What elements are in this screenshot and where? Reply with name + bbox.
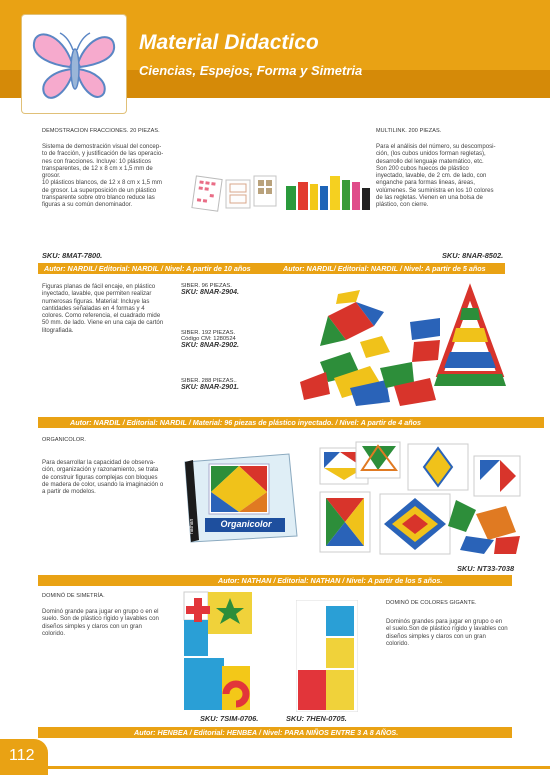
color-domino-sku: SKU: 7HEN-0705. <box>286 714 347 723</box>
symmetry-domino-sku: SKU: 7SIM-0706. <box>200 714 259 723</box>
color-domino-image <box>296 600 358 712</box>
footer-line <box>48 766 550 769</box>
page-title: Material Didactico <box>139 31 319 54</box>
symmetry-domino-description: Dominó grande para jugar en grupo o en el suelo. Son de plástico rígido y lavables con diseños simples y claros con un gran colorido. <box>42 608 159 637</box>
multilink-description: Para el análisis del número, su descomposi- ción, (los cubos unidos forman regletas), desarrollo del lenguaje matemático, etc. Son 200 cubos huecos de plástico inyectado, lavable, de 2 cm. de lado, con enganche para formas lineas, áreas, volúmenes. Se suministra en los 10 colores de las regletas. Vienen en una bolsa de plástico, con cierre. <box>376 143 496 209</box>
organicolor-info-bar: Autor: NATHAN / Editorial: NATHAN / Nivel: A partir de los 5 años. <box>38 575 512 586</box>
siber-info-bar: Autor: NARDIL / Editorial: NARDIL / Material: 96 piezas de plástico inyectado. / Nivel: A partir de 4 años <box>38 417 544 428</box>
fractions-description: Sistema de demostración visual del concep- to de fracción, y justificación de las operacio- nes con fracciones. Incluye: 10 plásticos transparentes, de 12 x 8 cm x 1,5 mm de grosor. 10 plásticos blancos, de 12 x 8 cm x 1,5 mm de grosor. La superposición de un plástico transparente sobre otro blanco reduce las figuras a su común denominador. <box>42 143 164 209</box>
siber-variant-192: SIBER. 192 PIEZAS. Código CM: 1280524 SKU: 8NAR-2902. <box>181 330 239 349</box>
butterfly-icon <box>22 15 126 113</box>
fractions-product-image <box>190 170 280 218</box>
organicolor-caption: ORGANICOLOR. <box>42 437 86 443</box>
siber-description: Figuras planas de fácil encaje, en plástico inyectado, lavable, que permiten realizar numerosas figuras. Material: Incluye las cantidades señaladas en 4 formas y 4 colores. Como referencia, el cuadrado mide 50 mm. de lado. Viene en una caja de cartón litografiada. <box>42 283 164 334</box>
page-number-tab <box>0 739 48 775</box>
organicolor-box-image <box>183 452 299 544</box>
logo-box <box>22 15 126 113</box>
symmetry-domino-image <box>182 590 262 712</box>
siber-product-image <box>290 282 520 410</box>
multilink-product-image <box>284 172 372 218</box>
color-domino-description: Dominós grandes para jugar en grupo o en el suelo.Son de plástico rígido y lavables con diseños simples y claros con un gran colorido. <box>386 618 508 647</box>
organicolor-description: Para desarrollar la capacidad de observa- ción, organización y razonamiento, se trata de construir figuras complejas con bloques de madera de color, usando la imaginación o a partir de modelos. <box>42 459 164 496</box>
multilink-info-bar: Autor: NARDIL/ Editorial: NARDIL / Nivel: A partir de 5 años <box>281 263 505 274</box>
fractions-info-bar: Autor: NARDIL/ Editorial: NARDIL / Nivel: A partir de 10 años <box>38 263 281 274</box>
symmetry-domino-caption: DOMINÓ DE SIMETRÍA. <box>42 593 105 599</box>
fractions-caption: DEMOSTRACION FRACCIONES. 20 PIEZAS. <box>42 128 160 134</box>
organicolor-brand-label: nathan <box>189 518 195 534</box>
organicolor-sku: SKU: NT33-7038 <box>457 564 515 573</box>
page-subtitle: Ciencias, Espejos, Forma y Simetria <box>139 63 363 78</box>
domino-info-bar: Autor: HENBEA / Editorial: HENBEA / Nivel: PARA NIÑOS ENTRE 3 A 8 AÑOS. <box>38 727 512 738</box>
organicolor-cards-image <box>316 440 524 558</box>
page-number: 112 <box>9 747 35 764</box>
organicolor-box-label: Organicolor <box>220 519 272 529</box>
color-domino-caption: DOMINÓ DE COLORES GIGANTE. <box>386 600 477 606</box>
multilink-sku: SKU: 8NAR-8502. <box>442 251 504 260</box>
siber-variant-288: SIBER. 288 PIEZAS.. SKU: 8NAR-2901. <box>181 378 239 391</box>
multilink-caption: MULTILINK. 200 PIEZAS. <box>376 128 442 134</box>
siber-variant-96: SIBER. 96 PIEZAS. SKU: 8NAR-2904. <box>181 283 239 296</box>
fractions-sku: SKU: 8MAT-7800. <box>42 251 103 260</box>
